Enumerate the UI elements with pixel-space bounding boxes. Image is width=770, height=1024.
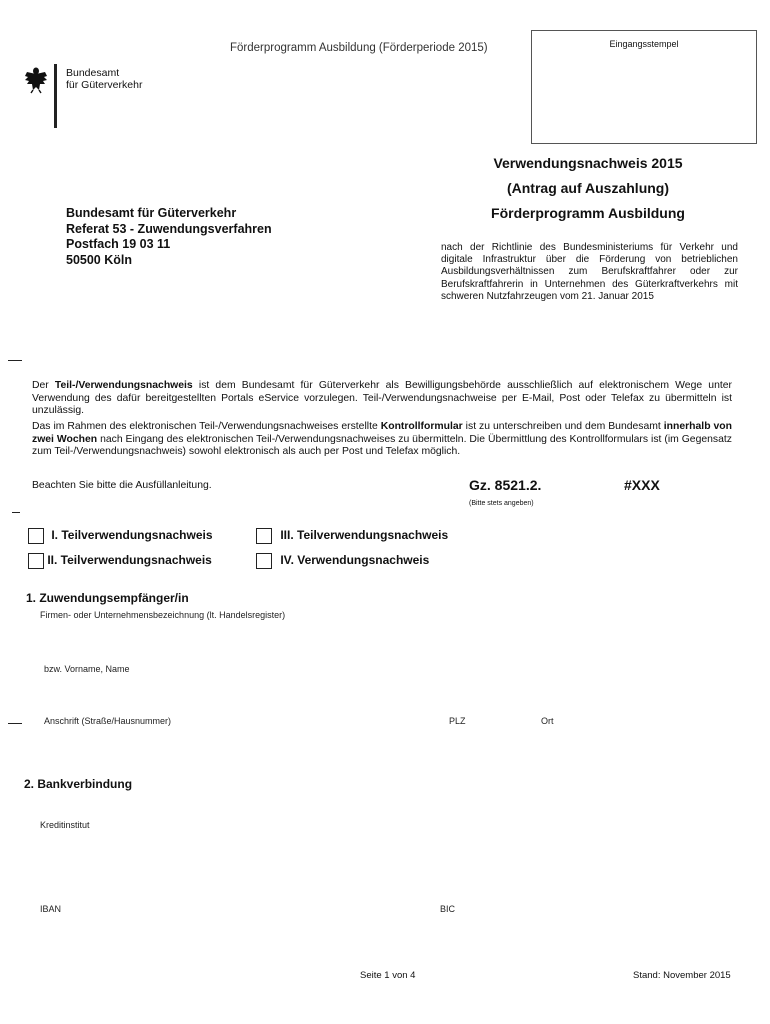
company-name-label: Firmen- oder Unternehmensbezeichnung (lt. Handelsregister) (40, 610, 286, 620)
option-label: III. Teilverwendungsnachweis (280, 528, 449, 543)
stamp-label: Eingangsstempel (609, 39, 679, 49)
intro-paragraph-2 (32, 421, 732, 459)
intro-paragraph-1 (32, 380, 732, 418)
address-line-3: Postfach 19 03 11 (66, 237, 171, 251)
text-run-bold: Kontrollformular (380, 421, 463, 432)
logo-divider (54, 64, 57, 128)
agency-logo-text (66, 67, 142, 91)
page-number: Seite 1 von 4 (360, 970, 416, 981)
option-label: II. Teilverwendungsnachweis (47, 553, 212, 568)
bic-label: BIC (440, 904, 456, 914)
text-run-bold: innerhalb von zwei Wochen (32, 421, 732, 445)
reference-number: Gz. 8521.2. (469, 477, 542, 493)
iban-label: IBAN (40, 904, 62, 914)
text-run: ist dem Bundesamt für Güterverkehr als Bewilligungsbehörde ausschließlich auf elektronischem Wege unter Verwendung des dafür bereitgestellten Portals eService vorzulegen. Teil-/Verwendungsnachweise per E-Mail, Post oder Telefax zu übermitteln ist unzulässig. (32, 380, 732, 417)
person-name-label: bzw. Vorname, Name (44, 664, 130, 674)
address-line-4: 50500 Köln (66, 252, 133, 267)
directive-text: nach der Richtlinie des Bundesministeriums für Verkehr und digitale Infrastruktur über die Förderung von betrieblichen Ausbildungsverhältnissen zum Berufskraftfahrer oder zur Berufskraftfahrerin in Unternehmen des Güterkraftverkehrs mit schweren Nutzfahrzeugen vom 21. Januar 2015 (441, 242, 738, 302)
fold-mark (8, 723, 22, 724)
checkbox[interactable] (256, 528, 272, 544)
option-third-partial[interactable] (256, 528, 448, 544)
city-label: Ort (541, 716, 554, 726)
address-line-2: Referat 53 - Zuwendungsverfahren (66, 221, 272, 236)
program-name: Förderprogramm Ausbildung (491, 205, 685, 221)
document-title: Verwendungsnachweis 2015 (493, 155, 683, 171)
document-subtitle: (Antrag auf Auszahlung) (506, 180, 670, 196)
text-run: ist zu unterschreiben und dem Bundesamt (462, 421, 664, 432)
reference-suffix: #XXX (624, 477, 660, 493)
option-label: IV. Verwendungsnachweis (280, 553, 430, 568)
checkbox[interactable] (256, 553, 272, 569)
option-second-partial[interactable] (28, 553, 212, 569)
logo-line-2: für Güterverkehr (66, 79, 143, 91)
option-final[interactable] (256, 553, 429, 569)
bank-name-label: Kreditinstitut (40, 820, 90, 830)
option-label: I. Teilverwendungsnachweis (51, 528, 213, 543)
reference-note: (Bitte stets angeben) (469, 500, 534, 507)
checkbox[interactable] (28, 553, 44, 569)
program-title: Förderprogramm Ausbildung (Förderperiode 2015) (230, 42, 488, 54)
instructions-hint: Beachten Sie bitte die Ausfüllanleitung. (32, 480, 212, 491)
text-run: nach Eingang des elektronischen Teil-/Verwendungsnachweises zu übermitteln. Die Übermittlung des Kontrollformulars ist (im Gegensatz zum Teil-/Verwendungsnachweis) sowohl elektronisch als auch per Post und Telefax möglich. (32, 433, 732, 458)
address-line-1: Bundesamt für Güterverkehr (66, 206, 237, 220)
street-address-label: Anschrift (Straße/Hausnummer) (44, 716, 172, 726)
postal-code-label: PLZ (449, 716, 466, 726)
recipient-address (66, 206, 272, 268)
text-run: Der (32, 380, 55, 391)
federal-eagle-icon (24, 66, 48, 99)
option-first-partial[interactable] (28, 528, 213, 544)
text-run: Das im Rahmen des elektronischen Teil-/Verwendungsnachweises erstellte (32, 421, 381, 432)
fold-mark (8, 360, 22, 361)
section-recipient-title: 1. Zuwendungsempfänger/in (26, 591, 189, 605)
document-date: Stand: November 2015 (633, 970, 731, 981)
stamp-box (531, 30, 757, 144)
checkbox[interactable] (28, 528, 44, 544)
logo-line-1: Bundesamt (66, 67, 120, 79)
text-run-bold: Teil-/Verwendungsnachweis (54, 380, 193, 391)
punch-mark (12, 512, 20, 513)
section-bank-title: 2. Bankverbindung (24, 777, 133, 791)
